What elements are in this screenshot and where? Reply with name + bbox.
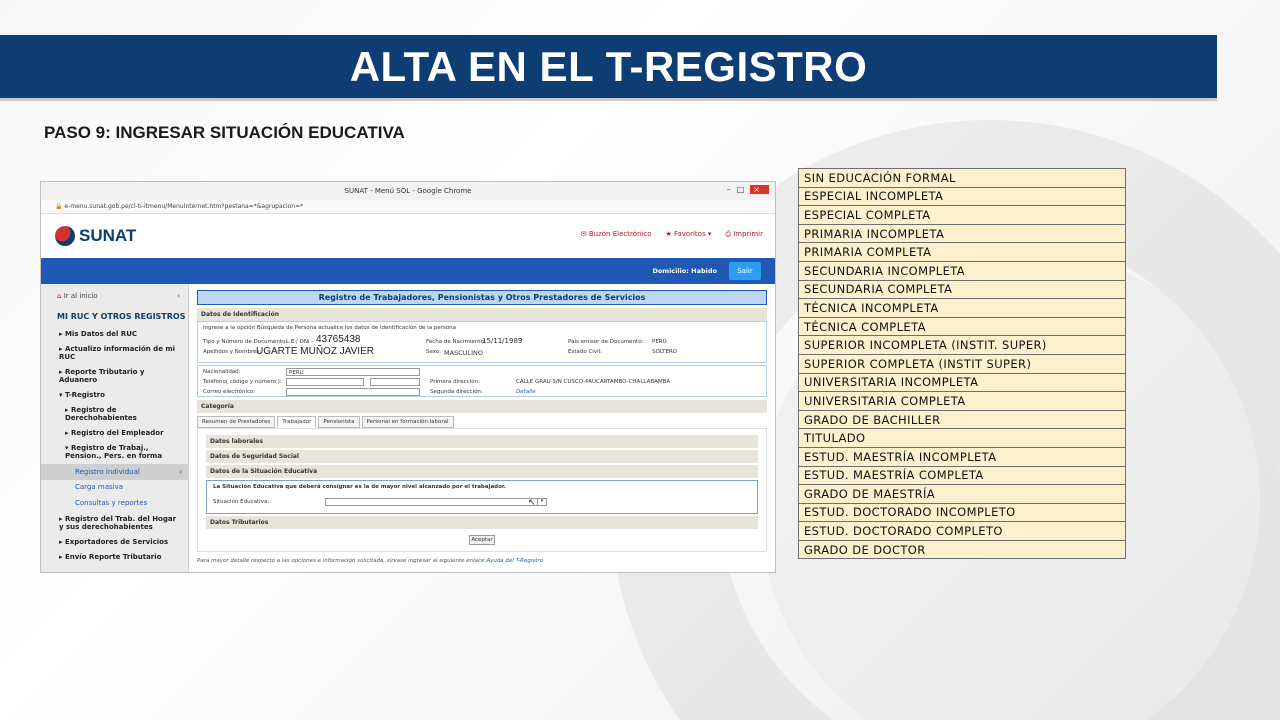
birth-date: 15/11/1989 — [482, 337, 523, 345]
home-icon: ⌂ — [57, 292, 62, 300]
datos-laborales-row[interactable]: Datos laborales — [206, 435, 758, 448]
sidebar-item-label: Exportadores de Servicios — [64, 538, 169, 546]
sidebar-item-exportadores[interactable]: ▸ Exportadores de Servicios — [59, 538, 169, 546]
situacion-educativa-row[interactable]: Datos de la Situación Educativa — [206, 465, 758, 478]
education-level-row — [799, 485, 1126, 504]
doc-label: Tipo y Número de Documento: — [203, 339, 288, 345]
education-levels-table — [798, 168, 1126, 559]
sunat-logo-icon — [55, 226, 75, 246]
tab-trabajador[interactable]: Trabajador — [277, 416, 316, 428]
education-level-cell: GRADO DE BACHILLER — [799, 410, 1126, 429]
user-bar — [41, 258, 775, 284]
category-tabs — [197, 416, 767, 428]
header-links — [581, 230, 763, 239]
education-level-cell: PRIMARIA COMPLETA — [799, 243, 1126, 262]
addr2-link[interactable]: Detalle — [516, 389, 536, 395]
sidebar-item-hogar[interactable]: ▸ Registro del Trab. del Hogar y sus derechohabientes — [59, 515, 177, 531]
education-level-row — [799, 466, 1126, 485]
mouse-cursor-icon: ↖ — [528, 498, 536, 508]
window-title: SUNAT - Menú SOL - Google Chrome — [344, 187, 472, 195]
education-level-row — [799, 280, 1126, 299]
education-level-row — [799, 392, 1126, 411]
sidebar-item-label: Reporte Tributario y Aduanero — [59, 368, 145, 384]
tab-pensionista[interactable]: Pensionista — [318, 416, 359, 428]
education-level-cell: GRADO DE DOCTOR — [799, 540, 1126, 559]
edu-label: Situación Educativa: — [213, 499, 270, 505]
addr1-value: CALLE GRAU S/N CUSCO-PAUCARTAMBO-CHALLABAMBA — [516, 379, 671, 385]
footer-text: Para mayor detalle respecto a las opciones e información solicitada, sírvase ingresar al siguiente enlace: — [197, 558, 487, 564]
title-banner — [0, 35, 1217, 101]
education-level-row — [799, 299, 1126, 318]
sidebar-sub-empleador[interactable]: ▸ Registro del Empleador — [65, 429, 164, 437]
sunat-logo[interactable] — [55, 226, 136, 246]
education-level-row — [799, 522, 1126, 541]
favorites-link[interactable]: ★ Favoritos ▾ — [665, 230, 712, 238]
close-icon[interactable]: × — [750, 185, 769, 194]
sidebar-item-label: Mis Datos del RUC — [64, 330, 138, 338]
education-level-cell: PRIMARIA INCOMPLETA — [799, 224, 1126, 243]
education-level-cell: ESTUD. DOCTORADO INCOMPLETO — [799, 503, 1126, 522]
ident-note: Ingrese a la opción Búsqueda de Persona actualice los datos de identificación de la persona — [203, 325, 457, 331]
education-level-row — [799, 336, 1126, 355]
accept-button[interactable]: Aceptar — [469, 535, 495, 545]
home-label: Ir al inicio — [63, 292, 98, 300]
window-controls — [727, 185, 769, 194]
sidebar-link-consultas[interactable]: Consultas y reportes — [75, 499, 148, 507]
education-level-row — [799, 224, 1126, 243]
education-level-row — [799, 261, 1126, 280]
sidebar-link-carga-masiva[interactable]: Carga masiva — [75, 483, 124, 491]
education-level-cell: ESPECIAL COMPLETA — [799, 206, 1126, 225]
doc-type: L.E / DNI - — [286, 339, 314, 345]
favorites-label: Favoritos — [674, 230, 706, 238]
phone-label: Teléfono( código y número ): — [203, 379, 282, 385]
lock-icon: 🔒 — [55, 203, 63, 210]
footer-note — [197, 558, 767, 564]
education-level-cell: TITULADO — [799, 429, 1126, 448]
country-label: País emisor de Documento: — [568, 339, 644, 345]
civil-label: Estado Civil: — [568, 349, 603, 355]
tab-resumen[interactable]: Resumen de Prestadores — [197, 416, 275, 428]
sidebar-item-label: Registro del Trab. del Hogar y sus derechohabientes — [59, 515, 177, 531]
name-label: Apellidos y Nombres: — [203, 349, 262, 355]
civil-value: SOLTERO — [652, 349, 678, 355]
education-level-cell: UNIVERSITARIA INCOMPLETA — [799, 373, 1126, 392]
chevron-right-icon: › — [179, 468, 182, 476]
page-body — [41, 284, 775, 573]
sidebar-sub-derechohabientes[interactable]: ▸ Registro de Derechohabientes — [65, 406, 137, 422]
main-content — [189, 284, 775, 573]
logo-text: SUNAT — [79, 226, 137, 245]
maximize-icon[interactable]: □ — [736, 185, 751, 194]
slide-title: ALTA EN EL T-REGISTRO — [349, 43, 868, 90]
education-level-row — [799, 540, 1126, 559]
ident-panel — [197, 321, 767, 363]
sidebar-item-label: Actualizo información de mi RUC — [59, 345, 176, 361]
education-level-row — [799, 447, 1126, 466]
sidebar-item-label: Envío Reporte Tributario — [64, 553, 162, 561]
registro-title: Registro de Trabajadores, Pensionistas y Otros Prestadores de Servicios — [197, 290, 767, 305]
tab-personal-formacion[interactable]: Personal en formación laboral — [362, 416, 454, 428]
sidebar-item-t-registro[interactable]: ▾ T-Registro — [59, 391, 105, 399]
help-link[interactable]: Ayuda del T-Registro — [486, 558, 544, 564]
education-level-cell: UNIVERSITARIA COMPLETA — [799, 392, 1126, 411]
education-level-cell: SECUNDARIA COMPLETA — [799, 280, 1126, 299]
nationality-value: PERU — [289, 370, 304, 376]
site-header — [41, 214, 775, 258]
birth-label: Fecha de Nacimiento: — [426, 339, 486, 345]
sidebar-heading: MI RUC Y OTROS REGISTROS — [57, 312, 186, 321]
sex-value: MASCULINO — [444, 349, 483, 357]
education-level-row — [799, 317, 1126, 336]
addr2-label: Segunda dirección: — [430, 389, 483, 395]
sidebar-item-reporte[interactable]: ▸ Reporte Tributario y Aduanero — [59, 368, 145, 384]
step-title: PASO 9: INGRESAR SITUACIÓN EDUCATIVA — [44, 123, 405, 142]
sidebar-item-label: T-Registro — [64, 391, 105, 399]
email-input[interactable] — [286, 388, 420, 396]
education-level-row — [799, 410, 1126, 429]
contact-panel — [197, 365, 767, 397]
education-level-cell: GRADO DE MAESTRÍA — [799, 485, 1126, 504]
ident-header: Datos de Identificación — [197, 308, 767, 321]
addr1-label: Primera dirección: — [430, 379, 480, 385]
browser-screenshot — [40, 181, 776, 573]
education-level-cell: TÉCNICA INCOMPLETA — [799, 299, 1126, 318]
browser-titlebar — [41, 182, 775, 200]
sidebar-item-actualizo[interactable]: ▸ Actualizo información de mi RUC — [59, 345, 176, 361]
situacion-educativa-select[interactable] — [325, 498, 547, 506]
education-level-cell: ESPECIAL INCOMPLETA — [799, 187, 1126, 206]
education-level-cell: ESTUD. DOCTORADO COMPLETO — [799, 522, 1126, 541]
sidebar-home-link[interactable] — [41, 290, 188, 308]
doc-number: 43765438 — [316, 334, 361, 345]
education-level-cell: SIN EDUCACIÓN FORMAL — [799, 169, 1126, 188]
nat-label: Nacionalidad: — [203, 369, 241, 375]
sidebar-item-envio[interactable]: ▸ Envío Reporte Tributario — [59, 553, 162, 561]
email-label: Correo electrónico: — [203, 389, 256, 395]
education-level-row — [799, 373, 1126, 392]
sidebar-sub-label: Registro del Empleador — [70, 429, 164, 437]
nationality-select[interactable] — [286, 368, 420, 376]
education-level-row — [799, 243, 1126, 262]
education-level-cell: TÉCNICA COMPLETA — [799, 317, 1126, 336]
collapse-icon[interactable]: ‹ — [177, 292, 180, 300]
education-level-cell: SECUNDARIA INCOMPLETA — [799, 261, 1126, 280]
education-level-cell: SUPERIOR COMPLETA (INSTIT SUPER) — [799, 354, 1126, 373]
domicilio-status: Domicilio: Habido — [652, 267, 717, 275]
sidebar-item-registro-individual[interactable] — [41, 464, 188, 480]
country-value: PERÚ — [652, 339, 667, 345]
education-level-row — [799, 187, 1126, 206]
sidebar — [41, 284, 189, 573]
education-level-row — [799, 169, 1126, 188]
sidebar-sub-label: Registro de Derechohabientes — [65, 406, 137, 422]
sex-label: Sexo: — [426, 349, 442, 355]
education-level-cell: ESTUD. MAESTRÍA COMPLETA — [799, 466, 1126, 485]
category-header: Categoría — [197, 400, 767, 413]
person-name: UGARTE MUÑOZ JAVIER — [256, 346, 374, 357]
phone-number-input[interactable] — [370, 378, 420, 386]
logout-button[interactable]: Salir — [729, 262, 761, 280]
print-label: Imprimir — [733, 230, 763, 238]
education-level-row — [799, 206, 1126, 225]
url-bar[interactable] — [41, 200, 775, 214]
education-level-row — [799, 354, 1126, 373]
education-level-row — [799, 503, 1126, 522]
education-level-cell: SUPERIOR INCOMPLETA (INSTIT. SUPER) — [799, 336, 1126, 355]
sidebar-item-mis-datos[interactable]: ▸ Mis Datos del RUC — [59, 330, 138, 338]
selected-label: Registro individual — [75, 468, 140, 476]
mailbox-label: Buzón Electrónico — [588, 230, 652, 238]
url-text: e-menu.sunat.gob.pe/cl-ti-itmenu/MenuInternet.htm?pestana=*&agrupacion=* — [64, 203, 304, 210]
education-level-cell: ESTUD. MAESTRÍA INCOMPLETA — [799, 447, 1126, 466]
mailbox-link[interactable]: ✉ Buzón Electrónico — [580, 230, 652, 238]
edu-note: La Situación Educativa que deberá consignar es la de mayor nivel alcanzado por el trabajador. — [213, 484, 506, 490]
education-level-row — [799, 429, 1126, 448]
seguridad-social-row[interactable]: Datos de Seguridad Social — [206, 450, 758, 463]
minimize-icon[interactable]: – — [726, 185, 737, 194]
phone-code-select[interactable] — [286, 378, 364, 386]
datos-tributarios-row[interactable]: Datos Tributarios — [206, 516, 758, 529]
sidebar-sub-trabajadores[interactable]: ▾ Registro de Trabaj., Pension., Pers. en forma — [65, 444, 163, 460]
situacion-educativa-panel — [206, 480, 758, 514]
print-link[interactable]: ⎙ Imprimir — [725, 230, 763, 238]
trabajador-panel — [197, 428, 767, 552]
chevron-down-icon: ▾ — [537, 498, 546, 506]
sidebar-sub-label: Registro de Trabaj., Pension., Pers. en forma — [65, 444, 163, 460]
